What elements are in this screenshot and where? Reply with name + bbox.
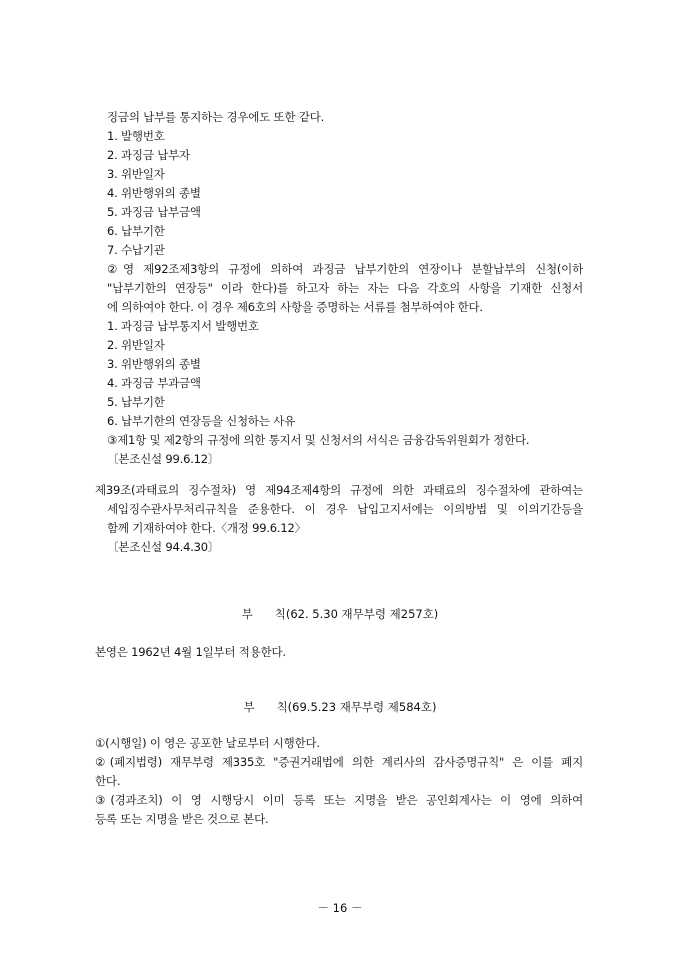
amendment-note: 〔본조신설 99.6.12〕 <box>107 452 220 466</box>
paragraph-line: 에 의하여야 한다. 이 경우 제6호의 사항을 증명하는 서류를 첨부하여야 한다. <box>107 300 483 314</box>
list-item: 1. 발행번호 <box>107 129 165 143</box>
list-item: 6. 납부기한 <box>107 224 165 238</box>
addendum-line: 한다. <box>95 774 121 788</box>
addendum-line: ②(폐지법령) 재무부령 제335호 "증권거래법에 의한 계리사의 감사증명규칙" 은 이를 폐지 <box>95 755 583 769</box>
article-line: 함께 기재하여야 한다.〈개정 99.6.12〉 <box>107 521 306 535</box>
paragraph-line: ②영 제92조제3항의 규정에 의하여 과징금 납부기한의 연장이나 분할납부의 신청(이하 <box>107 262 583 276</box>
addendum-title: 부 칙(62. 5.30 재무부령 제257호) <box>241 607 439 621</box>
list-item: 7. 수납기관 <box>107 243 165 257</box>
addendum-line: 등록 또는 지명을 받은 것으로 본다. <box>95 812 269 826</box>
addendum-line: ③(경과조치) 이 영 시행당시 이미 등록 또는 지명을 받은 공인회계사는 이 영에 의하여 <box>95 793 583 807</box>
amendment-note: 〔본조신설 94.4.30〕 <box>107 540 220 554</box>
paragraph-line: ③제1항 및 제2항의 규정에 의한 통지서 및 신청서의 서식은 금융감독위원회가 정한다. <box>107 433 530 447</box>
page-number: － 16 － <box>317 901 363 915</box>
addendum-line: ①(시행일) 이 영은 공포한 날로부터 시행한다. <box>95 736 320 750</box>
list-item: 2. 위반일자 <box>107 338 165 352</box>
list-item: 3. 위반행위의 종별 <box>107 357 201 371</box>
paragraph-line: "납부기한의 연장등" 이라 한다)를 하고자 하는 자는 다음 각호의 사항을 기재한 신청서 <box>107 281 583 295</box>
list-item: 1. 과징금 납부통지서 발행번호 <box>107 319 259 333</box>
addendum-title: 부 칙(69.5.23 재무부령 제584호) <box>243 700 437 714</box>
addendum-body: 본영은 1962년 4월 1일부터 적용한다. <box>95 645 286 659</box>
list-item: 6. 납부기한의 연장등을 신청하는 사유 <box>107 414 296 428</box>
article-heading-line: 제39조(과태료의 징수절차) 영 제94조제4항의 규정에 의한 과태료의 징수절차에 관하여는 <box>95 483 583 497</box>
list-item: 3. 위반일자 <box>107 167 165 181</box>
list-item: 5. 과징금 납부금액 <box>107 205 201 219</box>
continuation-line: 징금의 납부를 통지하는 경우에도 또한 같다. <box>107 110 325 124</box>
article-line: 세입징수관사무처리규칙을 준용한다. 이 경우 납입고지서에는 이의방법 및 이의기간등을 <box>107 502 583 516</box>
list-item: 4. 위반행위의 종별 <box>107 186 201 200</box>
list-item: 4. 과징금 부과금액 <box>107 376 201 390</box>
list-item: 5. 납부기한 <box>107 395 165 409</box>
list-item: 2. 과징금 납부자 <box>107 148 190 162</box>
